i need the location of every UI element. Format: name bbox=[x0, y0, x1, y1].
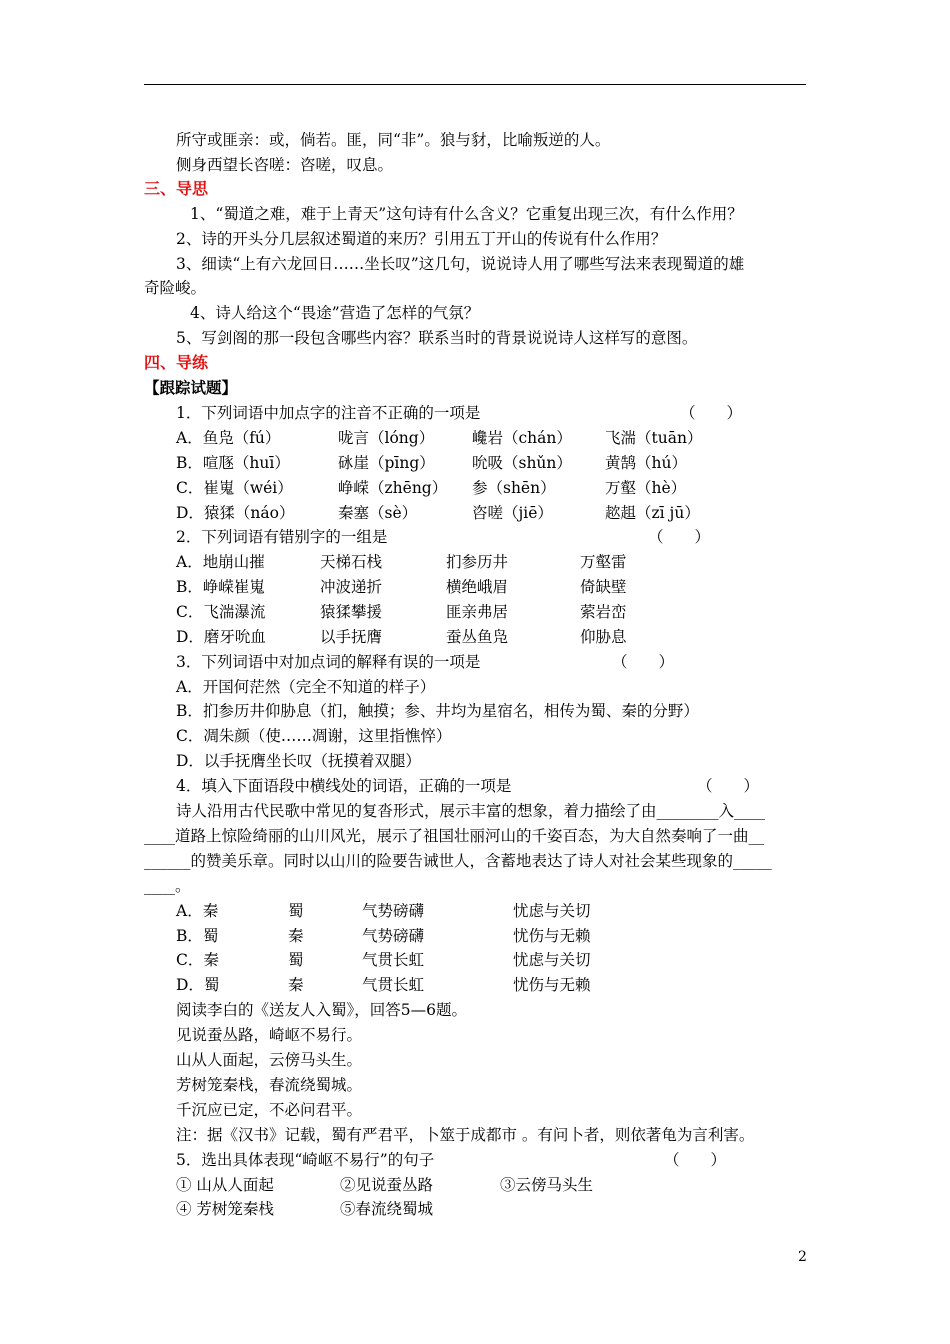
option-cell: 忧虑与关切 bbox=[513, 951, 591, 969]
section-heading: 四、导练 bbox=[144, 353, 209, 372]
option-cell: 砯崖（pīng） bbox=[338, 454, 435, 472]
option-cell: 飞湍（tuān） bbox=[605, 429, 703, 447]
option-cell: B．蜀 bbox=[176, 927, 219, 945]
option-cell: 气势磅礴 bbox=[362, 927, 425, 945]
option-cell: 秦塞（sè） bbox=[338, 504, 418, 522]
option-cell: 萦岩峦 bbox=[580, 603, 627, 621]
note-line: 所守或匪亲：或，倘若。匪，同“非”。狼与豺，比喻叛逆的人。 bbox=[176, 131, 611, 149]
poem-line: 千沉应已定，不必问君平。 bbox=[176, 1101, 363, 1119]
option-line: B．扪参历井仰胁息（扪，触摸；参、井均为星宿名，相传为蜀、秦的分野） bbox=[176, 702, 699, 720]
question-line: 1、“蜀道之难，难于上青天”这句诗有什么含义？它重复出现三次，有什么作用？ bbox=[190, 205, 743, 223]
option-cell: 蜀 bbox=[288, 951, 304, 969]
option-cell: A．鱼凫（fú） bbox=[176, 429, 281, 447]
option-cell: 匪亲弗居 bbox=[446, 603, 509, 621]
option-cell: A．秦 bbox=[176, 902, 219, 920]
answer-blank: （ ） bbox=[648, 528, 711, 546]
question-line: 5、写剑阁的那一段包含哪些内容？联系当时的背景说说诗人这样写的意图。 bbox=[176, 329, 698, 347]
question-line: 2、诗的开头分几层叙述蜀道的来历？引用五丁开山的传说有什么作用？ bbox=[176, 230, 667, 248]
question-line: 4、诗人给这个“畏途”营造了怎样的气氛？ bbox=[190, 304, 480, 322]
option-cell: 忧虑与关切 bbox=[513, 902, 591, 920]
answer-blank: （ ） bbox=[612, 653, 675, 671]
option-cell: 峥嵘（zhēng） bbox=[338, 479, 448, 497]
option-cell: ③云傍马头生 bbox=[500, 1176, 594, 1194]
option-cell: 吮吸（shǔn） bbox=[472, 454, 572, 472]
subheading: 【跟踪试题】 bbox=[144, 378, 238, 397]
option-cell: D．蜀 bbox=[176, 976, 220, 994]
option-cell: C．崔嵬（wéi） bbox=[176, 479, 293, 497]
option-cell: 以手抚膺 bbox=[320, 628, 383, 646]
option-cell: 横绝峨眉 bbox=[446, 578, 509, 596]
option-cell: ②见说蚕丛路 bbox=[340, 1176, 434, 1194]
question-line: 3、细读“上有六龙回日……坐长叹”这几句，说说诗人用了哪些写法来表现蜀道的雄 bbox=[176, 255, 745, 273]
option-cell: 仰胁息 bbox=[580, 628, 627, 646]
option-cell: A．地崩山摧 bbox=[176, 553, 265, 571]
reading-intro: 阅读李白的《送友人入蜀》，回答5—6题。 bbox=[176, 1001, 467, 1019]
note-line: 侧身西望长咨嗟：咨嗟，叹息。 bbox=[176, 156, 394, 174]
option-cell: 蜀 bbox=[288, 902, 304, 920]
option-cell: 气势磅礴 bbox=[362, 902, 425, 920]
option-cell: B．峥嵘崔嵬 bbox=[176, 578, 265, 596]
option-cell: D．磨牙吮血 bbox=[176, 628, 266, 646]
option-cell: 巉岩（chán） bbox=[472, 429, 572, 447]
section-heading: 三、导思 bbox=[144, 179, 209, 198]
option-cell: 蚕丛鱼凫 bbox=[446, 628, 509, 646]
option-cell: ① 山从人面起 bbox=[176, 1176, 274, 1194]
answer-blank: （ ） bbox=[664, 1151, 727, 1169]
answer-blank: （ ） bbox=[680, 404, 743, 422]
option-line: C．凋朱颜（使……凋谢，这里指憔悴） bbox=[176, 727, 452, 745]
option-cell: 参（shēn） bbox=[472, 479, 556, 497]
option-cell: 天梯石栈 bbox=[320, 553, 383, 571]
option-line: A．开国何茫然（完全不知道的样子） bbox=[176, 678, 436, 696]
option-cell: 倚缺壁 bbox=[580, 578, 627, 596]
option-cell: 趑趄（zī jū） bbox=[605, 504, 700, 522]
option-cell: 秦 bbox=[288, 927, 304, 945]
option-cell: 气贯长虹 bbox=[362, 951, 425, 969]
option-cell: 万壑雷 bbox=[580, 553, 627, 571]
question-stem: 4．填入下面语段中横线处的词语，正确的一项是 bbox=[176, 777, 512, 795]
passage-line: ______的赞美乐章。同时以山川的险要告诫世人，含蓄地表达了诗人对社会某些现象的_____ bbox=[144, 852, 772, 870]
option-cell: 咙言（lóng） bbox=[338, 429, 435, 447]
reading-note: 注：据《汉书》记载，蜀有严君平，卜筮于成都市 。有问卜者，则依著龟为言利害。 bbox=[176, 1126, 755, 1144]
option-cell: C．飞湍瀑流 bbox=[176, 603, 266, 621]
option-cell: ⑤春流绕蜀城 bbox=[340, 1200, 434, 1218]
poem-line: 山从人面起，云傍马头生。 bbox=[176, 1051, 363, 1069]
option-cell: 气贯长虹 bbox=[362, 976, 425, 994]
option-cell: B．喧豗（huī） bbox=[176, 454, 290, 472]
option-cell: 万壑（hè） bbox=[605, 479, 687, 497]
option-cell: 忧伤与无赖 bbox=[513, 976, 591, 994]
option-cell: 猿猱攀援 bbox=[320, 603, 383, 621]
question-stem: 3．下列词语中对加点词的解释有误的一项是 bbox=[176, 653, 481, 671]
answer-blank: （ ） bbox=[697, 777, 760, 795]
option-cell: C．秦 bbox=[176, 951, 219, 969]
option-line: D．以手抚膺坐长叹（抚摸着双腿） bbox=[176, 752, 421, 770]
passage-line: ____。 bbox=[144, 877, 191, 895]
question-stem: 2．下列词语有错别字的一组是 bbox=[176, 528, 388, 546]
passage-line: ____道路上惊险绮丽的山川风光，展示了祖国壮丽河山的千姿百态，为大自然奏响了一曲__ bbox=[144, 827, 765, 845]
question-stem: 5．选出具体表现“崎岖不易行”的句子 bbox=[176, 1151, 435, 1169]
option-cell: 咨嗟（jiē） bbox=[472, 504, 553, 522]
option-cell: 忧伤与无赖 bbox=[513, 927, 591, 945]
passage-line: 诗人沿用古代民歌中常见的复沓形式，展示丰富的想象，着力描绘了由________入____ bbox=[176, 802, 766, 820]
question-stem: 1．下列词语中加点字的注音不正确的一项是 bbox=[176, 404, 481, 422]
option-cell: 黄鹄（hú） bbox=[605, 454, 687, 472]
option-cell: 秦 bbox=[288, 976, 304, 994]
question-line: 奇险峻。 bbox=[144, 279, 207, 297]
poem-line: 见说蚕丛路，崎岖不易行。 bbox=[176, 1026, 363, 1044]
option-cell: 冲波递折 bbox=[320, 578, 383, 596]
option-cell: D．猿猱（náo） bbox=[176, 504, 295, 522]
option-cell: 扪参历井 bbox=[446, 553, 509, 571]
option-cell: ④ 芳树笼秦栈 bbox=[176, 1200, 274, 1218]
poem-line: 芳树笼秦栈，春流绕蜀城。 bbox=[176, 1076, 363, 1094]
header-rule bbox=[144, 84, 806, 85]
page-number: 2 bbox=[798, 1249, 807, 1265]
